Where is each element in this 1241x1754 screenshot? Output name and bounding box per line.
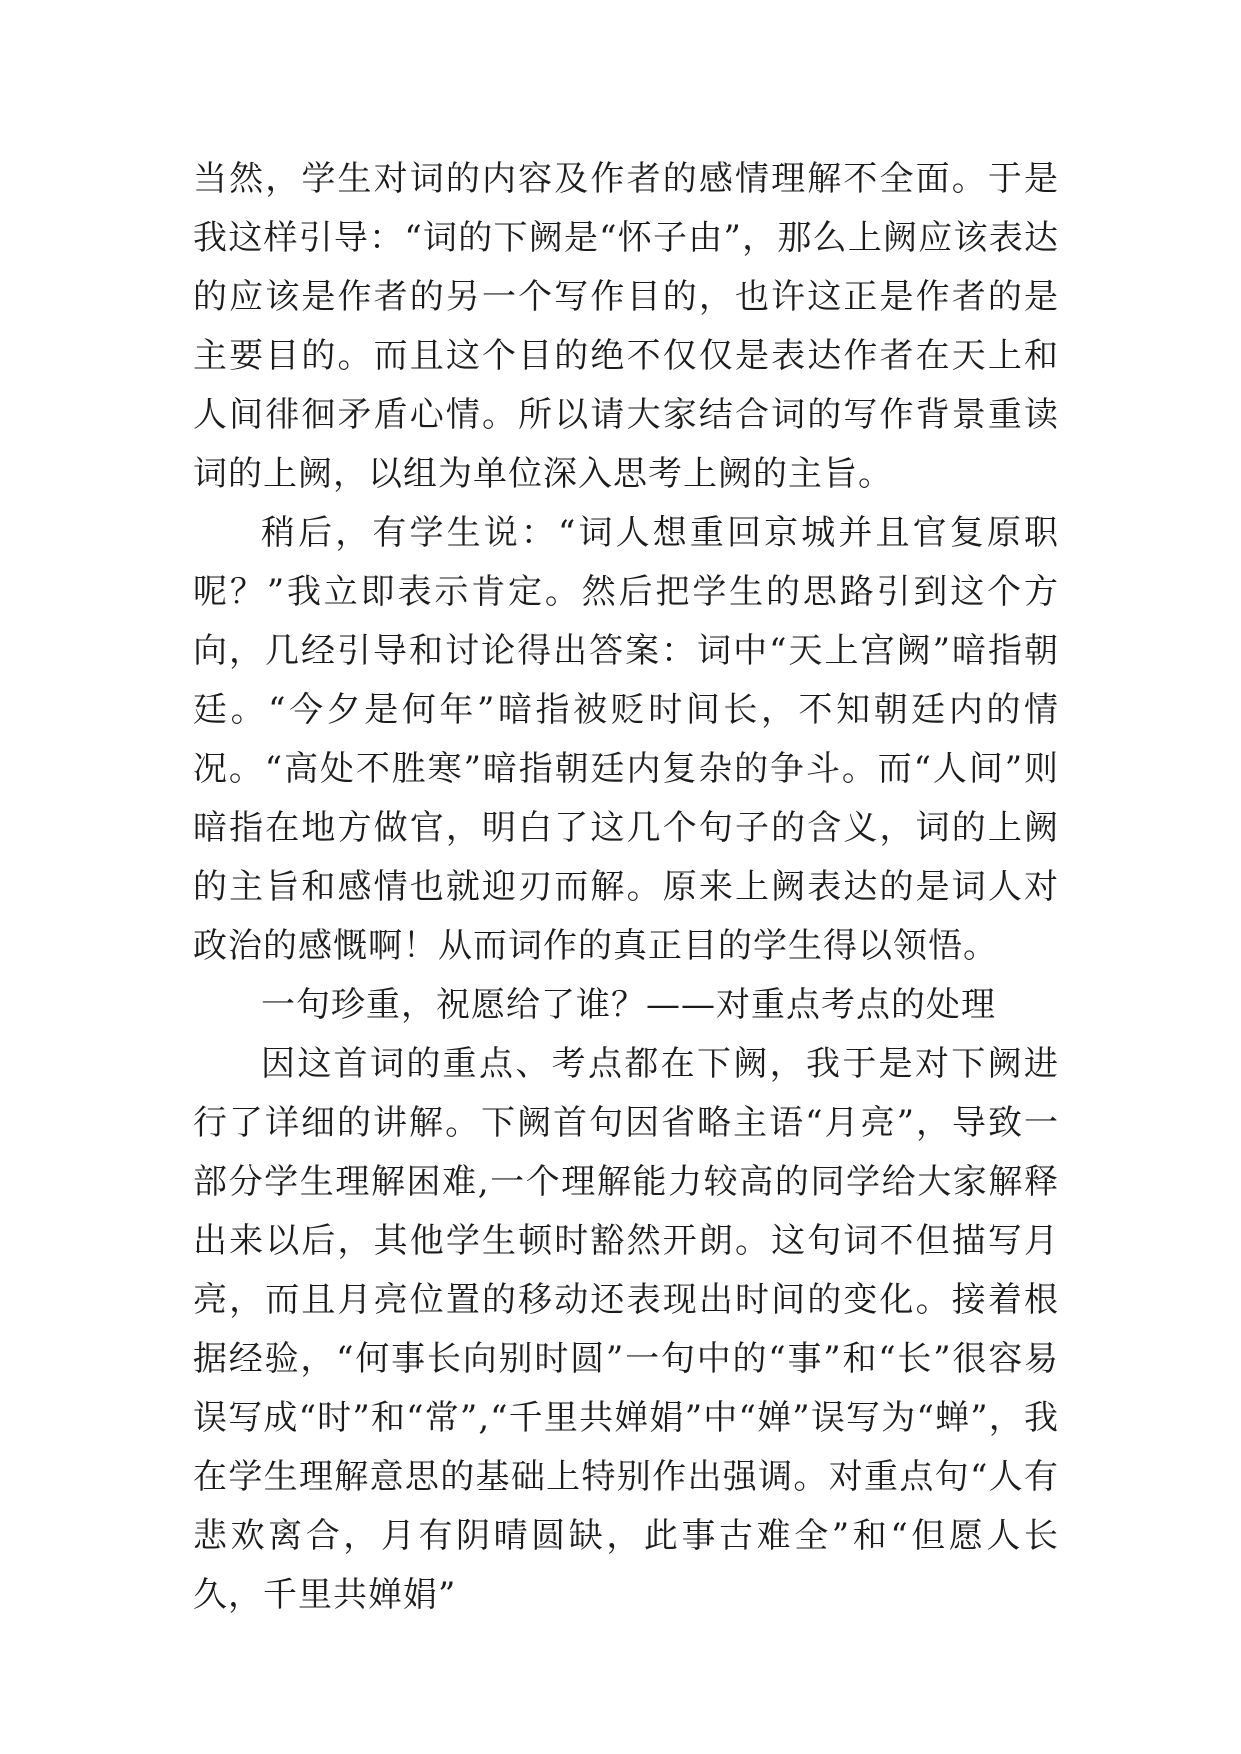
body-text [193,150,1059,1625]
paragraph-continuation: 当然，学生对词的内容及作者的感情理解不全面。于是我这样引导：“词的下阙是“怀子由”，那么上阙应该表达的应该是作者的另一个写作目的，也许这正是作者的是主要目的。而且这个目的绝不仅仅是表达作者在天上和人间徘徊矛盾心情。所以请大家结合词的写作背景重读词的上阙，以组为单位深入思考上阙的主旨。 [193,159,1059,494]
paragraph-student-answer: 稍后，有学生说：“词人想重回京城并且官复原职呢？”我立即表示肯定。然后把学生的思路引到这个方向，几经引导和讨论得出答案：词中“天上宫阙”暗指朝廷。“今夕是何年”暗指被贬时间长，不知朝廷内的情况。“高处不胜寒”暗指朝廷内复杂的争斗。而“人间”则暗指在地方做官，明白了这几个句子的含义，词的上阙的主旨和感情也就迎刃而解。原来上阙表达的是词人对政治的感慨啊！从而词作的真正目的学生得以领悟。 [193,513,1059,966]
paragraph-key-points: 因这首词的重点、考点都在下阙，我于是对下阙进行了详细的讲解。下阙首句因省略主语“月亮”，导致一部分学生理解困难,一个理解能力较高的同学给大家解释出来以后，其他学生顿时豁然开朗。这句词不但描写月亮，而且月亮位置的移动还表现出时间的变化。接着根据经验，“何事长向别时圆”一句中的“事”和“长”很容易误写成“时”和“常”,“千里共婵娟”中“婵”误写为“蝉”，我在学生理解意思的基础上特别作出强调。对重点句“人有悲欢离合，月有阴晴圆缺，此事古难全”和“但愿人长久，千里共婵娟” [193,1044,1059,1615]
section-heading: 一句珍重，祝愿给了谁？——对重点考点的处理 [261,985,996,1025]
